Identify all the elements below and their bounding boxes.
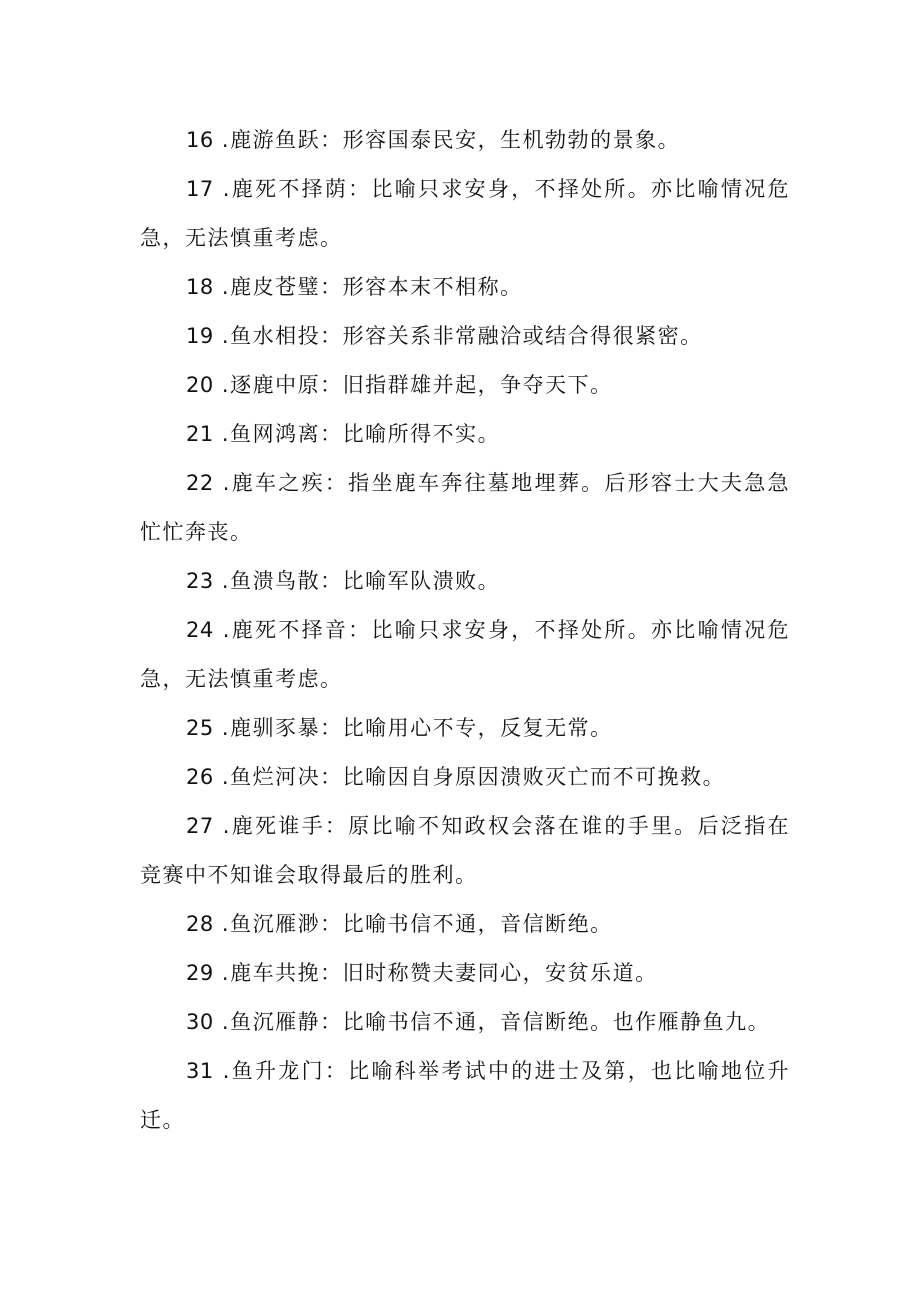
list-item bbox=[140, 998, 790, 1047]
list-item bbox=[140, 410, 790, 459]
entry-text: .鱼烂河决：比喻因自身原因溃败灭亡而不可挽救。 bbox=[221, 765, 726, 789]
list-item bbox=[140, 116, 790, 165]
list-item bbox=[140, 361, 790, 410]
entry-text: .鱼水相投：形容关系非常融洽或结合得很紧密。 bbox=[221, 324, 703, 348]
entry-text: .鹿死不择荫：比喻只求安身，不择处所。亦比喻情况危急，无法慎重考虑。 bbox=[140, 177, 790, 250]
entry-text: .鹿车之疾：指坐鹿车奔往墓地埋葬。后形容士大夫急急忙忙奔丧。 bbox=[140, 471, 790, 544]
list-item bbox=[140, 802, 790, 900]
list-item bbox=[140, 263, 790, 312]
entry-text: .鱼升龙门：比喻科举考试中的进士及第，也比喻地位升迁。 bbox=[140, 1059, 790, 1132]
entry-text: .鹿死谁手：原比喻不知政权会落在谁的手里。后泛指在竞赛中不知谁会取得最后的胜利。 bbox=[140, 814, 790, 887]
entry-number: 16 bbox=[186, 128, 214, 152]
list-item bbox=[140, 557, 790, 606]
entry-number: 21 bbox=[186, 422, 214, 446]
entry-text: .鹿游鱼跃：形容国泰民安，生机勃勃的景象。 bbox=[221, 128, 681, 152]
entry-text: .鹿车共挽：旧时称赞夫妻同心，安贫乐道。 bbox=[221, 961, 658, 985]
idiom-list bbox=[140, 116, 790, 1145]
entry-number: 25 bbox=[186, 716, 214, 740]
entry-number: 28 bbox=[186, 912, 214, 936]
list-item bbox=[140, 704, 790, 753]
list-item bbox=[140, 900, 790, 949]
list-item bbox=[140, 312, 790, 361]
entry-text: .鱼网鸿离：比喻所得不实。 bbox=[221, 422, 501, 446]
entry-text: .鱼沉雁渺：比喻书信不通，音信断绝。 bbox=[221, 912, 613, 936]
entry-number: 22 bbox=[186, 471, 214, 495]
entry-number: 29 bbox=[186, 961, 214, 985]
entry-text: .鹿死不择音：比喻只求安身，不择处所。亦比喻情况危急，无法慎重考虑。 bbox=[140, 618, 790, 691]
entry-number: 31 bbox=[186, 1059, 214, 1083]
entry-text: .逐鹿中原：旧指群雄并起，争夺天下。 bbox=[221, 373, 613, 397]
entry-text: .鱼溃鸟散：比喻军队溃败。 bbox=[221, 569, 501, 593]
entry-number: 24 bbox=[186, 618, 214, 642]
entry-number: 19 bbox=[186, 324, 214, 348]
list-item bbox=[140, 753, 790, 802]
list-item bbox=[140, 165, 790, 263]
entry-number: 18 bbox=[186, 275, 214, 299]
list-item bbox=[140, 459, 790, 557]
entry-text: .鱼沉雁静：比喻书信不通，音信断绝。也作雁静鱼九。 bbox=[221, 1010, 771, 1034]
entry-number: 17 bbox=[186, 177, 214, 201]
entry-number: 23 bbox=[186, 569, 214, 593]
entry-text: .鹿驯豕暴：比喻用心不专，反复无常。 bbox=[221, 716, 613, 740]
entry-number: 27 bbox=[186, 814, 214, 838]
entry-text: .鹿皮苍璧：形容本末不相称。 bbox=[221, 275, 523, 299]
entry-number: 26 bbox=[186, 765, 214, 789]
entry-number: 30 bbox=[186, 1010, 214, 1034]
list-item bbox=[140, 606, 790, 704]
list-item bbox=[140, 1047, 790, 1145]
list-item bbox=[140, 949, 790, 998]
entry-number: 20 bbox=[186, 373, 214, 397]
